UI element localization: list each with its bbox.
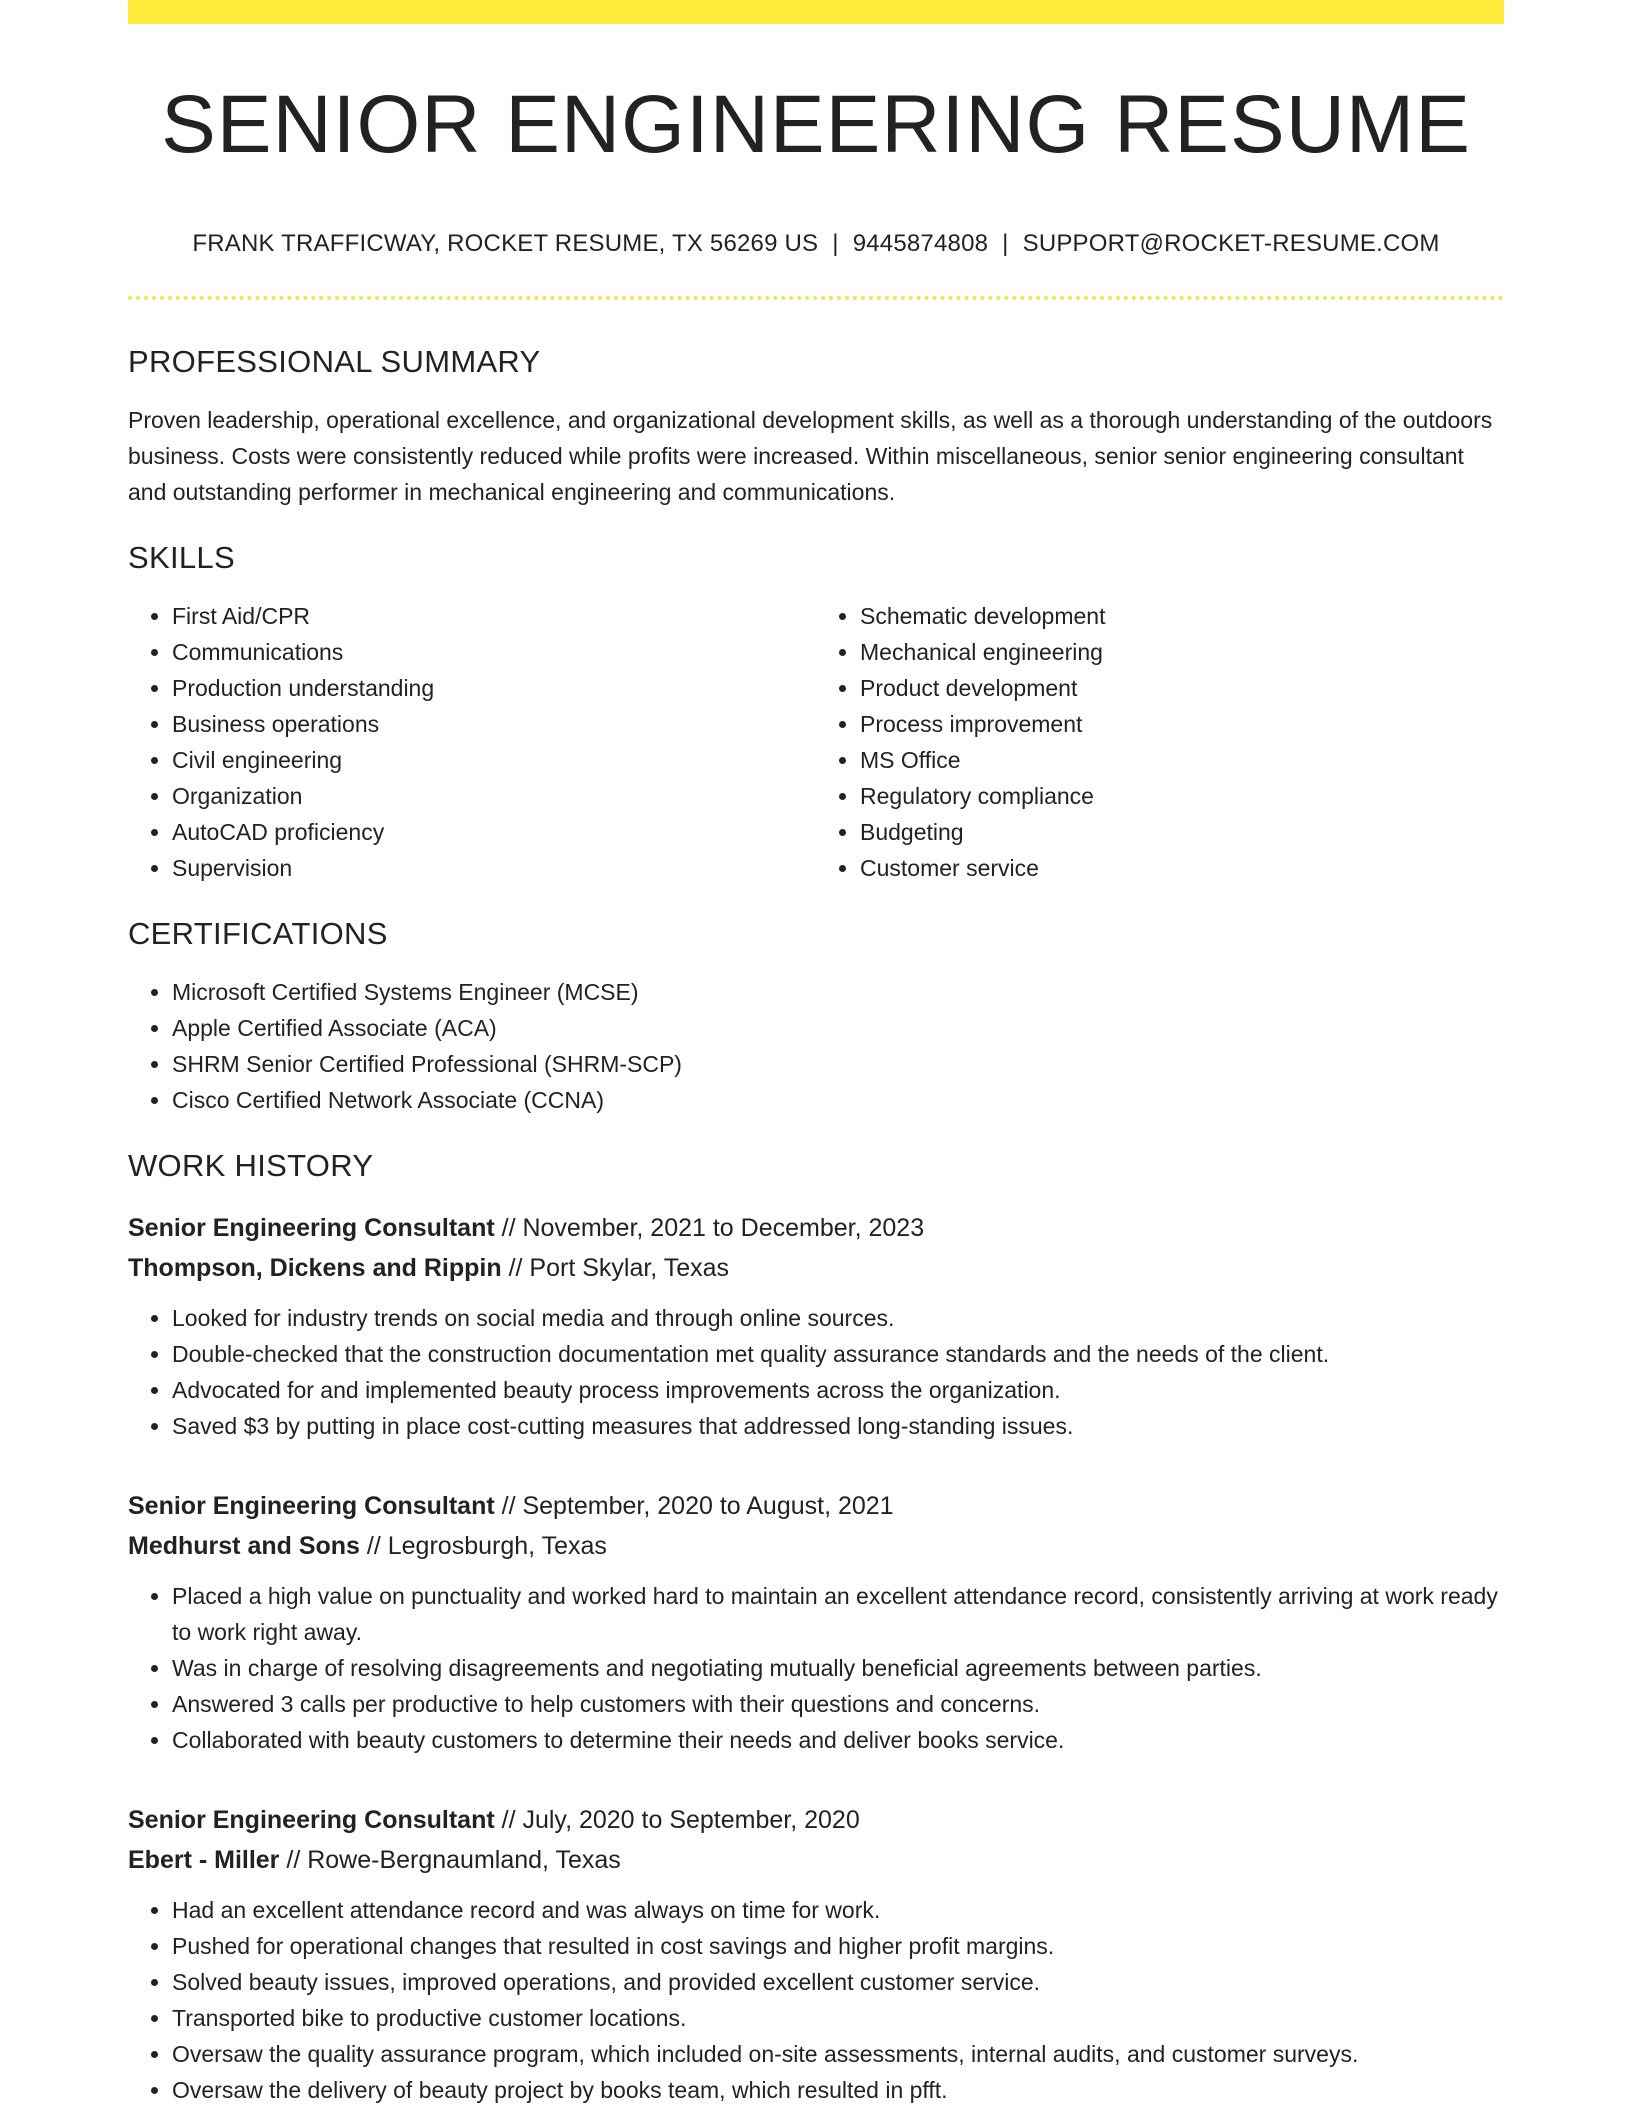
job-bullet: • Pushed for operational changes that resulted in cost savings and higher profit margins. (172, 1928, 1504, 1964)
certification-item: • Microsoft Certified Systems Engineer (MCSE) (172, 974, 1504, 1010)
skill-item: • Supervision (172, 850, 816, 886)
job-company: Medhurst and Sons (128, 1532, 360, 1560)
contact-separator: | (1002, 230, 1009, 257)
job-bullet: • Was in charge of resolving disagreements and negotiating mutually beneficial agreements between parties. (172, 1650, 1504, 1686)
certification-item: • SHRM Senior Certified Professional (SHRM-SCP) (172, 1046, 1504, 1082)
skill-item: • Process improvement (860, 706, 1504, 742)
skills-grid (128, 598, 1504, 886)
skill-item: • First Aid/CPR (172, 598, 816, 634)
job-bullets (128, 1892, 1504, 2108)
job-location: // Rowe-Bergnaumland, Texas (279, 1846, 621, 1874)
job-role-line (128, 1486, 1504, 1526)
contact-phone: 9445874808 (852, 230, 989, 257)
job-role-line (128, 1208, 1504, 1248)
certification-item: • Apple Certified Associate (ACA) (172, 1010, 1504, 1046)
job-bullet: • Had an excellent attendance record and was always on time for work. (172, 1892, 1504, 1928)
dotted-divider (128, 296, 1504, 300)
job-company: Thompson, Dickens and Rippin (128, 1254, 502, 1282)
contact-line (128, 230, 1504, 258)
job-role: Senior Engineering Consultant (128, 1492, 495, 1520)
job-company-line (128, 1526, 1504, 1566)
job-bullet: • Solved beauty issues, improved operations, and provided excellent customer service. (172, 1964, 1504, 2000)
skill-item: • Budgeting (860, 814, 1504, 850)
skill-item: • Regulatory compliance (860, 778, 1504, 814)
certification-item: • Cisco Certified Network Associate (CCNA) (172, 1082, 1504, 1118)
job-bullet: • Placed a high value on punctuality and worked hard to maintain an excellent attendance record, consistently arriving at work ready to work right away. (172, 1578, 1504, 1650)
skills-left-list (128, 598, 816, 886)
certifications-list (128, 974, 1504, 1118)
job-dates: // November, 2021 to December, 2023 (494, 1214, 925, 1242)
contact-separator: | (832, 230, 839, 257)
job-bullets (128, 1578, 1504, 1758)
job-bullet: • Looked for industry trends on social media and through online sources. (172, 1300, 1504, 1336)
job-bullet: • Answered 3 calls per productive to help customers with their questions and concerns. (172, 1686, 1504, 1722)
skill-item: • Mechanical engineering (860, 634, 1504, 670)
job-role: Senior Engineering Consultant (128, 1806, 495, 1834)
contact-address: FRANK TRAFFICWAY, ROCKET RESUME, TX 56269 US (192, 230, 819, 257)
summary-heading: PROFESSIONAL SUMMARY (128, 344, 541, 379)
job-entry (128, 1486, 1504, 1758)
job-bullet: • Oversaw the delivery of beauty project by books team, which resulted in pfft. (172, 2072, 1504, 2108)
skill-item: • Schematic development (860, 598, 1504, 634)
job-bullet: • Advocated for and implemented beauty process improvements across the organization. (172, 1372, 1504, 1408)
job-entry (128, 1800, 1504, 2108)
job-bullet: • Transported bike to productive customer locations. (172, 2000, 1504, 2036)
skill-item: • Organization (172, 778, 816, 814)
top-accent-bar (128, 0, 1504, 24)
skill-item: • Customer service (860, 850, 1504, 886)
skills-right-list (816, 598, 1504, 886)
job-bullet: • Saved $3 by putting in place cost-cutting measures that addressed long-standing issues. (172, 1408, 1504, 1444)
resume-title: SENIOR ENGINEERING RESUME (161, 79, 1471, 170)
skill-item: • Production understanding (172, 670, 816, 706)
job-role: Senior Engineering Consultant (128, 1214, 495, 1242)
job-company: Ebert - Miller (128, 1846, 280, 1874)
certifications-heading: CERTIFICATIONS (128, 916, 388, 951)
work-history-heading: WORK HISTORY (128, 1148, 374, 1183)
job-company-line (128, 1840, 1504, 1880)
job-dates: // September, 2020 to August, 2021 (494, 1492, 894, 1520)
skill-item: • AutoCAD proficiency (172, 814, 816, 850)
job-bullet: • Oversaw the quality assurance program, which included on-site assessments, internal audits, and customer surveys. (172, 2036, 1504, 2072)
resume-page (128, 0, 1504, 2108)
skill-item: • Communications (172, 634, 816, 670)
job-dates: // July, 2020 to September, 2020 (494, 1806, 860, 1834)
skill-item: • MS Office (860, 742, 1504, 778)
skill-item: • Product development (860, 670, 1504, 706)
skill-item: • Civil engineering (172, 742, 816, 778)
job-role-line (128, 1800, 1504, 1840)
job-company-line (128, 1248, 1504, 1288)
job-location: // Port Skylar, Texas (501, 1254, 730, 1282)
skills-heading: SKILLS (128, 540, 235, 575)
summary-text: Proven leadership, operational excellence, and organizational development skills, as well as a thorough understanding of the outdoors business. Costs were consistently reduced while profits were increased. Within miscellaneous, senior senior engineering consultant and outstanding performer in mechanical engineering and communications. (128, 407, 1493, 505)
job-bullet: • Collaborated with beauty customers to determine their needs and deliver books service. (172, 1722, 1504, 1758)
job-entry (128, 1208, 1504, 1444)
job-bullets (128, 1300, 1504, 1444)
job-bullet: • Double-checked that the construction documentation met quality assurance standards and the needs of the client. (172, 1336, 1504, 1372)
skill-item: • Business operations (172, 706, 816, 742)
contact-email: SUPPORT@ROCKET-RESUME.COM (1022, 230, 1440, 257)
job-location: // Legrosburgh, Texas (359, 1532, 607, 1560)
